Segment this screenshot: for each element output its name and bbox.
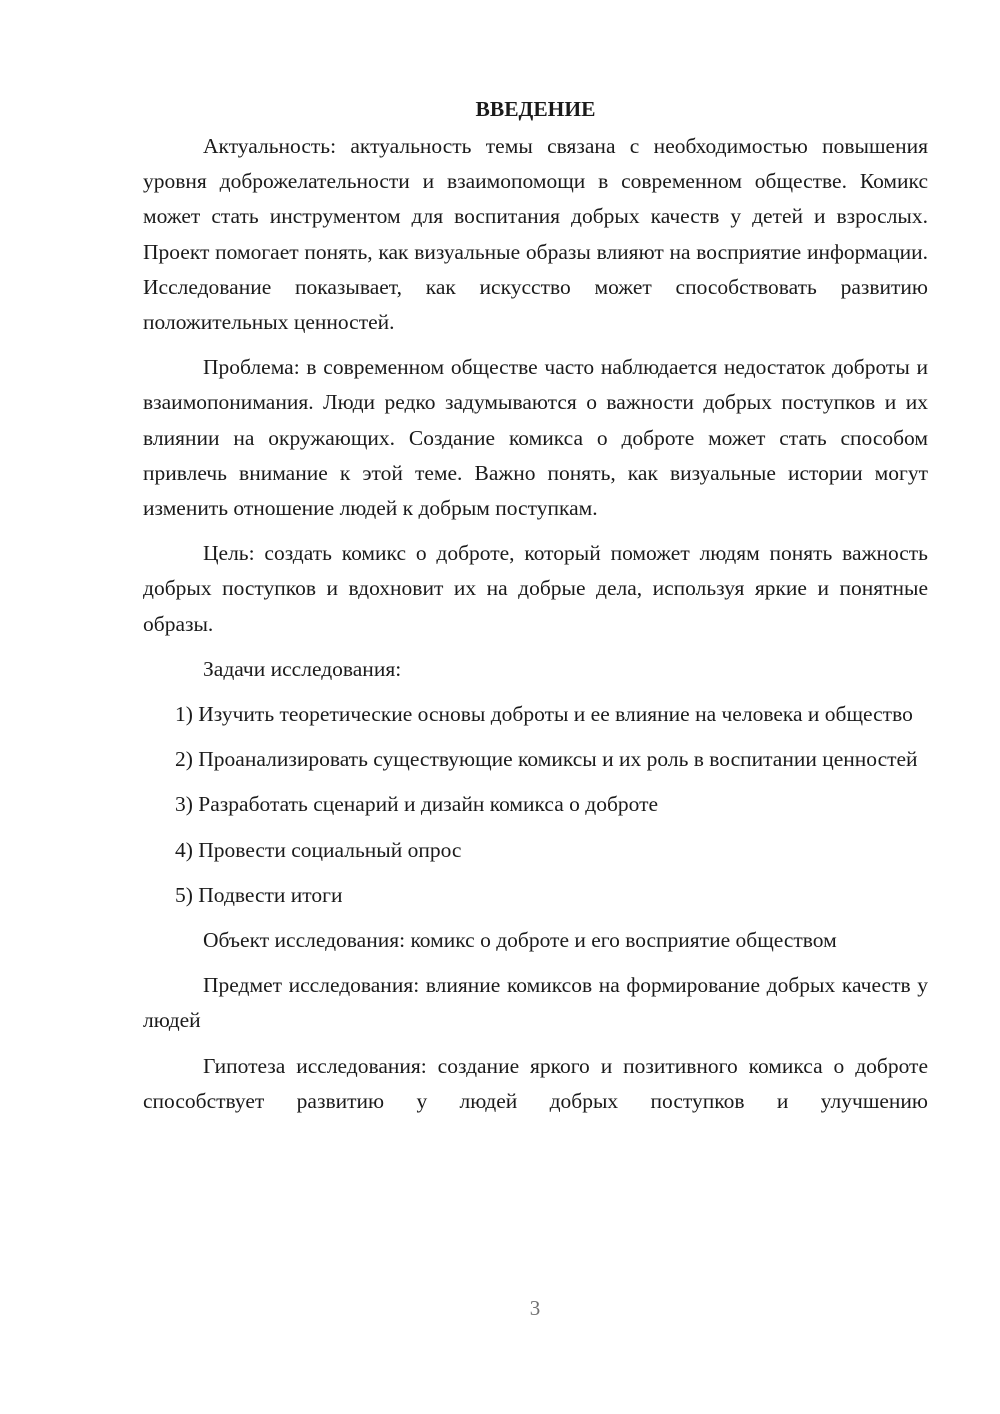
subject-paragraph: Предмет исследования: влияние комиксов на формирование добрых качеств у людей [143, 973, 928, 1033]
goal-paragraph: Цель: создать комикс о доброте, который поможет людям понять важность добрых поступков и вдохновит их на добрые дела, используя яркие и понятные образы. [143, 541, 928, 636]
page-number: 3 [529, 1296, 541, 1320]
hypothesis-paragraph: Гипотеза исследования: создание яркого и позитивного комикса о доброте способствует развитию у людей добрых поступков и улучшению [143, 1053, 928, 1113]
relevance-paragraph: Актуальность: актуальность темы связана с необходимостью повышения уровня доброжелательности и взаимопомощи в современном обществе. Комикс может стать инструментом для воспитания добрых качеств у детей и взрослых. Проект помогает понять, как визуальные образы влияют на восприятие информации. Исследование показывает, как искусство может способствовать развитию положительных ценностей. [143, 134, 928, 335]
page-content [143, 92, 928, 1129]
task-item: 4) Провести социальный опрос [175, 837, 462, 862]
section-title: ВВЕДЕНИЕ [475, 97, 596, 121]
task-item: 1) Изучить теоретические основы доброты и ее влияние на человека и общество [175, 702, 913, 727]
tasks-heading: Задачи исследования: [203, 656, 402, 681]
task-item: 5) Подвести итоги [175, 882, 343, 907]
task-item: 3) Разработать сценарий и дизайн комикса о доброте [175, 792, 659, 817]
task-item: 2) Проанализировать существующие комиксы и их роль в воспитании ценностей [175, 747, 918, 772]
problem-paragraph: Проблема: в современном обществе часто наблюдается недостаток доброты и взаимопонимания. Люди редко задумываются о важности добрых поступков и их влиянии на окружающих. Создание комикса о доброте может стать способом привлечь внимание к этой теме. Важно понять, как визуальные истории могут изменить отношение людей к добрым поступкам. [143, 355, 928, 521]
object-paragraph: Объект исследования: комикс о доброте и его восприятие обществом [203, 928, 837, 953]
